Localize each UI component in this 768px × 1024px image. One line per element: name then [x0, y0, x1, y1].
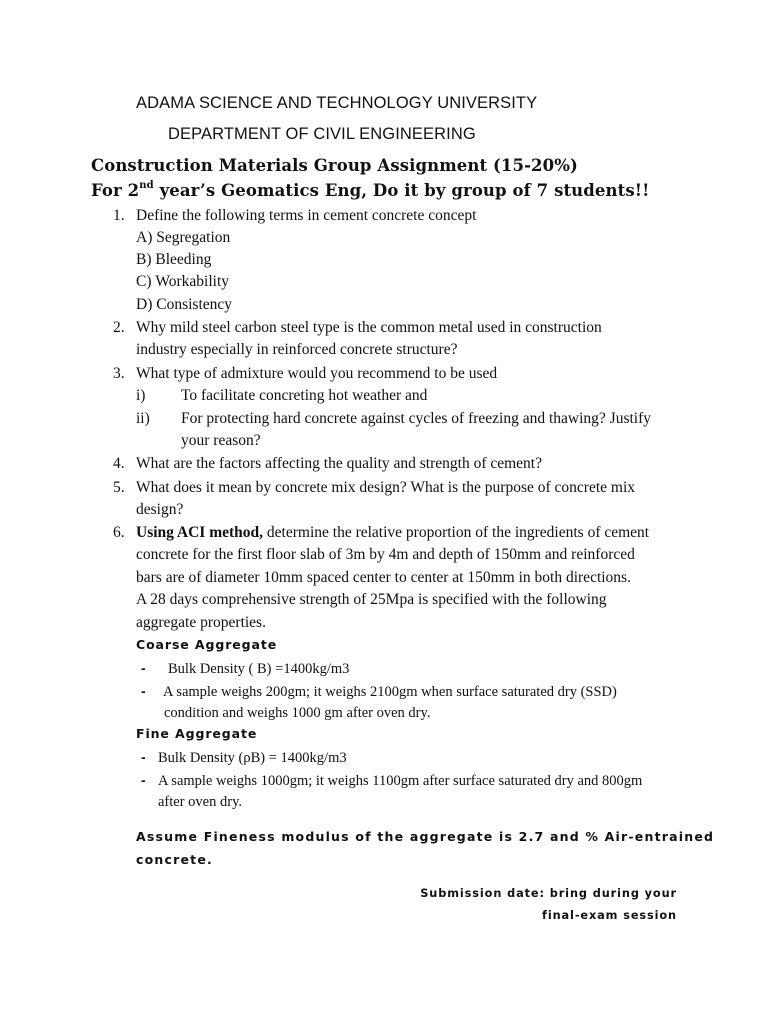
item-label: D)	[136, 296, 153, 313]
question-1-text: Define the following terms in cement concrete concept	[136, 207, 477, 224]
aci-method-lead: Using ACI method,	[136, 524, 264, 541]
q1-item-a	[136, 228, 230, 248]
question-6-line4: A 28 days comprehensive strength of 25Mpa is specified with the following	[136, 591, 607, 608]
question-6-line1	[136, 523, 649, 543]
q3-item-ii-text-cont: your reason?	[181, 432, 261, 449]
assignment-subtitle	[91, 181, 649, 200]
item-text: Workability	[155, 273, 230, 290]
bullet-dash: -	[141, 660, 146, 676]
q1-item-c	[136, 272, 229, 292]
question-5-line2: design?	[136, 501, 184, 518]
assignment-title: Construction Materials Group Assignment (15-20%)	[91, 156, 578, 175]
item-text: Bleeding	[155, 251, 212, 268]
question-number: 6.	[113, 524, 125, 541]
question-6-line2: concrete for the first floor slab of 3m by 4m and depth of 150mm and reinforced	[136, 546, 635, 563]
question-2-line1: Why mild steel carbon steel type is the common metal used in construction	[136, 319, 602, 336]
item-text: Consistency	[156, 296, 233, 313]
fine-sample-line2: after oven dry.	[158, 794, 243, 810]
item-label: C)	[136, 273, 152, 290]
question-6-line5: aggregate properties.	[136, 614, 266, 631]
university-name: ADAMA SCIENCE AND TECHNOLOGY UNIVERSITY	[136, 94, 538, 112]
fine-sample-line1: A sample weighs 1000gm; it weighs 1100gm after surface saturated dry and 800gm	[158, 773, 643, 789]
item-label: B)	[136, 251, 152, 268]
subtitle-prefix: For 2	[91, 181, 140, 200]
bullet-dash: -	[141, 749, 146, 765]
q3-item-ii-text: For protecting hard concrete against cycles of freezing and thawing? Justify	[181, 410, 651, 427]
q1-item-d	[136, 295, 232, 315]
submission-date-line1: Submission date: bring during your	[420, 887, 677, 900]
question-6-line1-rest: determine the relative proportion of the ingredients of cement	[263, 524, 650, 541]
question-3-text: What type of admixture would you recommend to be used	[136, 365, 498, 382]
department-name: DEPARTMENT OF CIVIL ENGINEERING	[168, 125, 476, 143]
question-number: 1.	[113, 207, 125, 224]
bullet-dash: -	[141, 683, 146, 699]
question-5-line1: What does it mean by concrete mix design? What is the purpose of concrete mix	[136, 479, 635, 496]
bullet-dash: -	[141, 772, 146, 788]
question-4-text: What are the factors affecting the quality and strength of cement?	[136, 455, 542, 472]
subtitle-suffix: year’s Geomatics Eng, Do it by group of 7 students!!	[153, 181, 650, 200]
question-2-line2: industry especially in reinforced concrete structure?	[136, 341, 458, 358]
question-number: 2.	[113, 319, 125, 336]
fine-bulk-density: Bulk Density (ρB) = 1400kg/m3	[158, 750, 347, 766]
subtitle-superscript: nd	[139, 179, 154, 191]
question-number: 4.	[113, 455, 125, 472]
assumption-line1: Assume Fineness modulus of the aggregate is 2.7 and % Air-entrained	[136, 829, 715, 844]
assumption-line2: concrete.	[136, 852, 213, 867]
q3-item-i-label: i)	[136, 387, 146, 404]
q3-item-ii-label: ii)	[136, 410, 150, 427]
question-number: 3.	[113, 365, 125, 382]
q1-item-b	[136, 250, 211, 270]
question-number: 5.	[113, 479, 125, 496]
coarse-aggregate-heading: Coarse Aggregate	[136, 637, 278, 652]
coarse-bulk-density: Bulk Density ( B) =1400kg/m3	[168, 661, 350, 677]
submission-date-line2: final-exam session	[542, 909, 677, 922]
q3-item-i-text: To facilitate concreting hot weather and	[181, 387, 428, 404]
item-text: Segregation	[156, 229, 231, 246]
coarse-sample-line2: condition and weighs 1000 gm after oven dry.	[164, 705, 431, 721]
coarse-sample-line1: A sample weighs 200gm; it weighs 2100gm when surface saturated dry (SSD)	[163, 684, 617, 700]
question-6-line3: bars are of diameter 10mm spaced center to center at 150mm in both directions.	[136, 569, 631, 586]
fine-aggregate-heading: Fine Aggregate	[136, 726, 258, 741]
item-label: A)	[136, 229, 153, 246]
